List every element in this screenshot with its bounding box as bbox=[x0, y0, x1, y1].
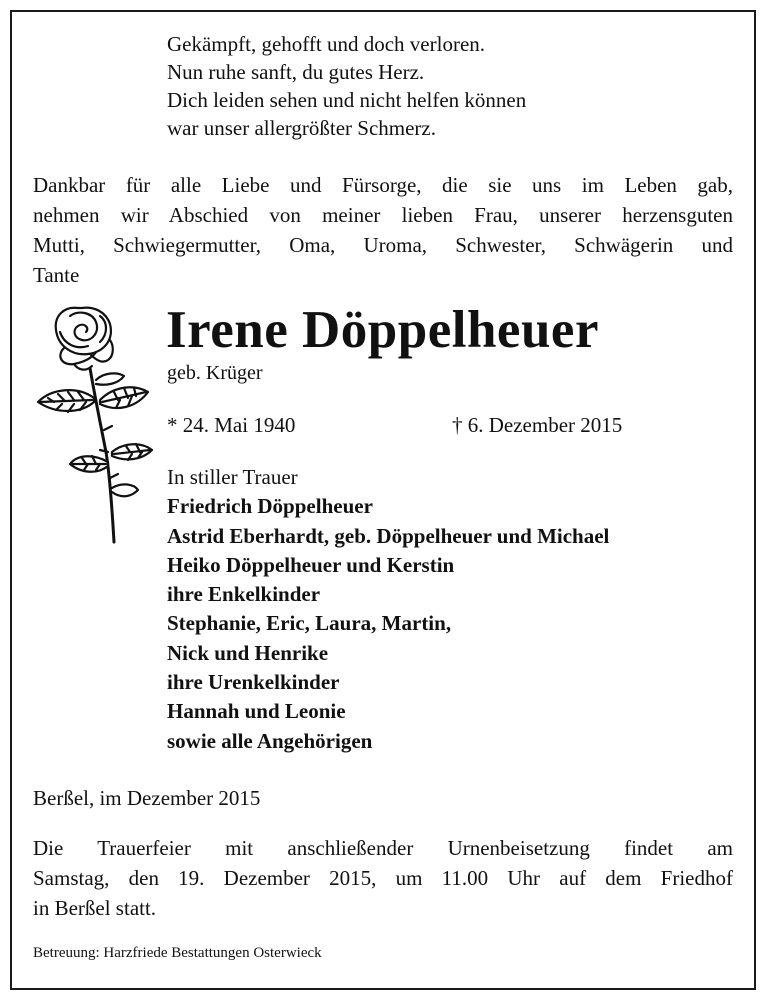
mourner-line: Friedrich Döppelheuer bbox=[167, 494, 373, 519]
intro-line: Tante bbox=[33, 263, 80, 287]
deceased-name: Irene Döppelheuer bbox=[166, 301, 599, 359]
mourners-intro: In stiller Trauer bbox=[167, 465, 298, 489]
mourner-line: Stephanie, Eric, Laura, Martin, bbox=[167, 611, 452, 636]
intro-line: Dankbar für alle Liebe und Fürsorge, die sie uns im Leben gab, bbox=[33, 173, 733, 197]
mourner-line: ihre Urenkelkinder bbox=[167, 670, 340, 695]
mourner-line: sowie alle Angehörigen bbox=[167, 728, 373, 753]
poem-line: war unser allergrößter Schmerz. bbox=[167, 116, 437, 140]
mourner-line: Astrid Eberhardt, geb. Döppelheuer und Michael bbox=[167, 523, 610, 548]
intro-line: Mutti, Schwiegermutter, Oma, Uroma, Schwester, Schwägerin und bbox=[33, 233, 733, 257]
poem-line: Gekämpft, gehofft und doch verloren. bbox=[167, 32, 486, 56]
mourner-line: Hannah und Leonie bbox=[167, 699, 346, 724]
service-line: Die Trauerfeier mit anschließender Urnenbeisetzung findet am bbox=[33, 836, 733, 860]
intro-paragraph bbox=[33, 170, 733, 290]
poem bbox=[167, 30, 526, 142]
poem-line: Dich leiden sehen und nicht helfen können bbox=[167, 88, 527, 112]
service-paragraph bbox=[33, 833, 733, 923]
intro-line: nehmen wir Abschied von meiner lieben Frau, unserer herzensguten bbox=[33, 203, 733, 227]
service-line: Samstag, den 19. Dezember 2015, um 11.00 Uhr auf dem Friedhof bbox=[33, 866, 733, 890]
poem-line: Nun ruhe sanft, du gutes Herz. bbox=[167, 60, 425, 84]
place-and-date: Berßel, im Dezember 2015 bbox=[33, 786, 261, 810]
funeral-home-credit: Betreuung: Harzfriede Bestattungen Osterwieck bbox=[33, 945, 322, 961]
rose-icon bbox=[34, 302, 158, 546]
death-date: † 6. Dezember 2015 bbox=[452, 413, 623, 437]
birth-date: * 24. Mai 1940 bbox=[167, 413, 296, 437]
mourners-list bbox=[167, 463, 609, 756]
mourner-line: Heiko Döppelheuer und Kerstin bbox=[167, 552, 455, 577]
birth-name: geb. Krüger bbox=[167, 362, 263, 384]
service-line: in Berßel statt. bbox=[33, 896, 157, 920]
mourner-line: ihre Enkelkinder bbox=[167, 582, 321, 607]
mourner-line: Nick und Henrike bbox=[167, 640, 329, 665]
